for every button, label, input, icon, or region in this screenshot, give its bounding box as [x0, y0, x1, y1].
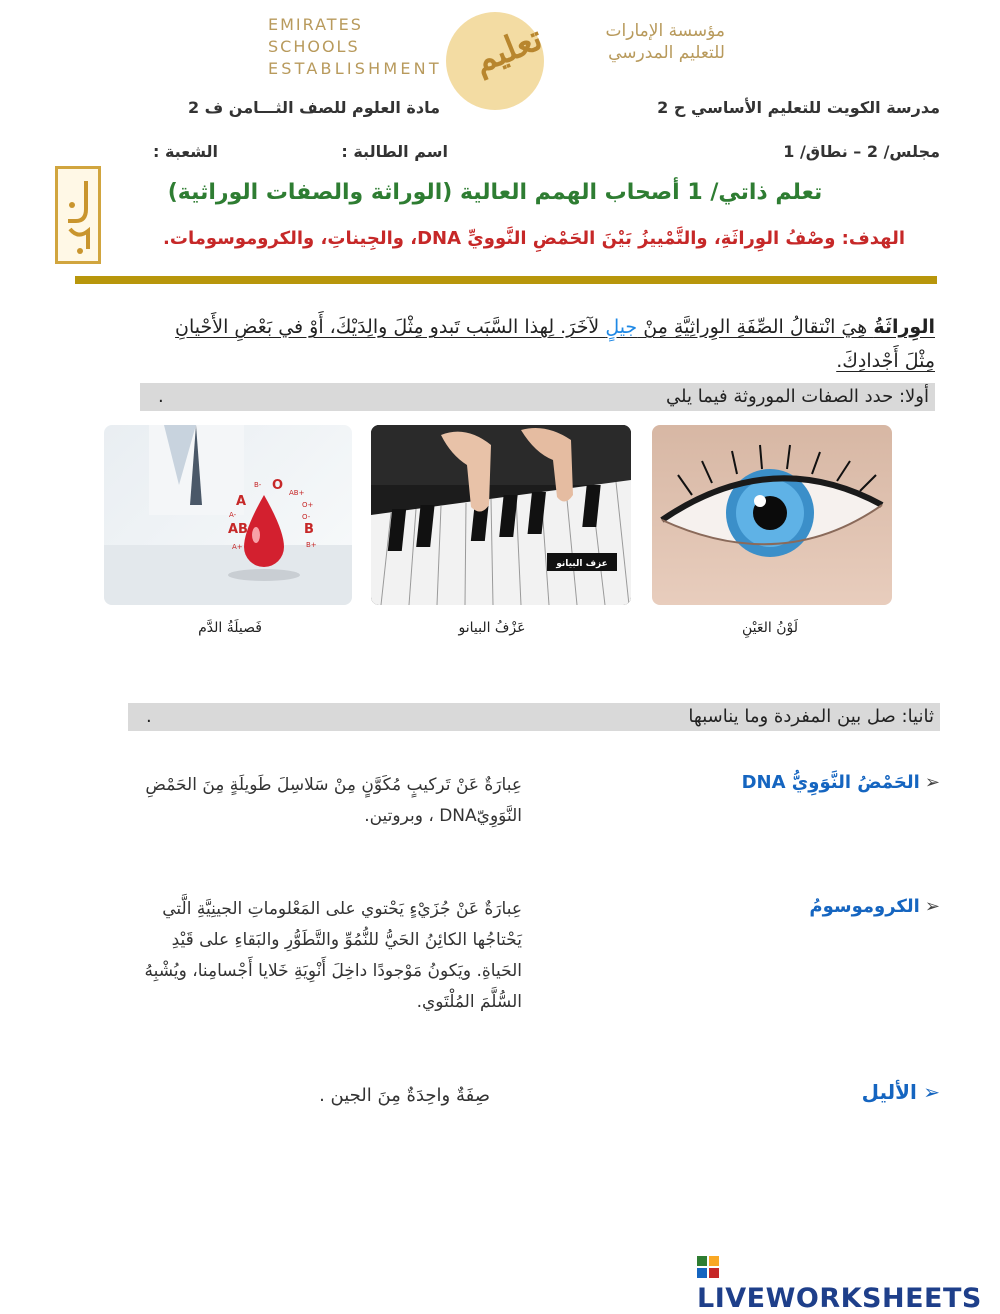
divider-bar: [75, 276, 937, 284]
definition-highlight: جيلٍ: [605, 316, 638, 338]
liveworksheets-icon: [697, 1256, 719, 1278]
blood-type-image: [104, 425, 352, 605]
piano-caption: عَزْفُ البيانو: [458, 620, 526, 636]
blood-label-aneg: A-: [229, 511, 237, 519]
blood-label-o: O: [272, 478, 284, 493]
arrow-icon: ➢: [924, 896, 940, 917]
ese-logo-line2: ESTABLISHMENT: [268, 59, 442, 78]
council-info: مجلس/ 2 – نطاق/ 1: [783, 142, 940, 161]
term-dna: الحَمْضُ النَّوَوِيُّ DNA: [741, 772, 920, 793]
match-desc-2[interactable]: عِبارَةٌ عَنْ جُزَيْءٍ يَحْتوي على المَعْلوماتِ الجينِيَّةِ الَّتي يَحْتاجُها الكائِنُ الحَيُّ للنُّمُوِّ والتَّطَوُّرِ والبَقاءِ على قَيْدِ الحَياةِ. ويَكونُ مَوْجودًا داخِلَ أَنْوِيَةِ خَلايا أَجْسامِنا، ويُشْبِهُ السُّلَّمَ المُلْتَوي.: [144, 899, 522, 1012]
question2-bar[interactable]: [128, 703, 940, 731]
question1-label: أولا: حدد الصفات الموروثة فيما يلي: [666, 386, 929, 407]
blood-label-oneg: O-: [302, 513, 311, 521]
blood-label-apos: A+: [232, 543, 243, 551]
school-name: مدرسة الكويت للتعليم الأساسي ح 2: [657, 98, 940, 117]
match-term-chromosome[interactable]: [730, 896, 940, 917]
blood-label-bpos: B+: [306, 541, 317, 549]
question2-blank: .: [146, 706, 152, 727]
question2-label: ثانيا: صل بين المفردة وما يناسبها: [688, 706, 934, 727]
heredity-definition: [155, 310, 935, 378]
ese-logo-english: [268, 14, 442, 80]
blood-label-ab: AB: [228, 522, 248, 537]
ese-logo-arabic: [570, 20, 725, 64]
eye-caption: لَوْنُ العَيْنِ: [741, 620, 799, 636]
blood-label-opos: O+: [302, 501, 314, 509]
ese-logo-ar-line1: مؤسسة الإمارات: [605, 21, 725, 41]
definition-part1: هِيَ انْتقالُ الصِّفَةِ الوِراثِيَّةِ مِنْ: [637, 316, 874, 338]
definition-part2: لآخَرَ. لِهذا السَّبَب تَبدو مِثْلَ والِدَيْكَ، أَوْ في بَعْضِ الأَحْيانِ مِثْلَ أَجْدادِكَ.: [175, 316, 935, 372]
match-desc-3[interactable]: صِفَةٌ واحِدَةٌ مِنَ الجين .: [319, 1085, 490, 1106]
gold-logo-icon: [55, 166, 101, 264]
definition-term: الوِراثَةُ: [873, 316, 935, 338]
liveworksheets-text: LIVEWORKSHEETS: [697, 1283, 982, 1314]
arrow-icon: ➢: [924, 772, 940, 793]
term-chromosome: الكروموسومُ: [809, 896, 920, 917]
blood-label-abpos: AB+: [289, 489, 305, 497]
arrow-icon: ➢: [923, 1080, 940, 1104]
piano-sign: عزف البيانو: [556, 559, 608, 569]
talim-logo-text: تعليم: [468, 18, 548, 82]
term-allele: الأليل: [861, 1080, 917, 1104]
lesson-title: تعلم ذاتي/ 1 أصحاب الهمم العالية (الوراثة والصفات الوراثية): [167, 180, 823, 205]
blood-label-b: B: [304, 522, 314, 537]
liveworksheets-logo: [697, 1252, 1000, 1314]
match-term-allele[interactable]: [760, 1080, 940, 1104]
section-label: الشعبة :: [152, 142, 218, 161]
match-term-dna[interactable]: [730, 772, 940, 793]
question1-bar[interactable]: [140, 383, 935, 411]
piano-image: [371, 425, 631, 605]
student-name-label: اسم الطالبة :: [341, 142, 448, 161]
blood-label-bneg: B-: [254, 481, 262, 489]
ese-logo-line1: EMIRATES SCHOOLS: [268, 15, 363, 56]
lesson-goal: الهدف: وصْفُ الوِراثَةِ، والتَّمْييزُ بَيْنَ الحَمْضِ النَّوويِّ DNA، والجِيناتِ، والكروموسومات.: [163, 228, 905, 249]
eye-image: [652, 425, 892, 605]
match-desc-1[interactable]: عِبارَةٌ عَنْ تَركيبٍ مُكَوَّنٍ مِنْ سَلاسِلَ طَويلَةٍ مِنَ الحَمْضِ النَّوَوِيّDNA ، وبروتين.: [145, 775, 522, 826]
question1-blank: .: [158, 386, 164, 407]
blood-caption: فَصيلَةُ الدَّم: [198, 620, 262, 636]
ese-logo-ar-line2: للتعليم المدرسي: [608, 43, 725, 63]
blood-label-a: A: [236, 494, 247, 509]
subject-name: مادة العلوم للصف الثـــامن ف 2: [187, 98, 440, 117]
